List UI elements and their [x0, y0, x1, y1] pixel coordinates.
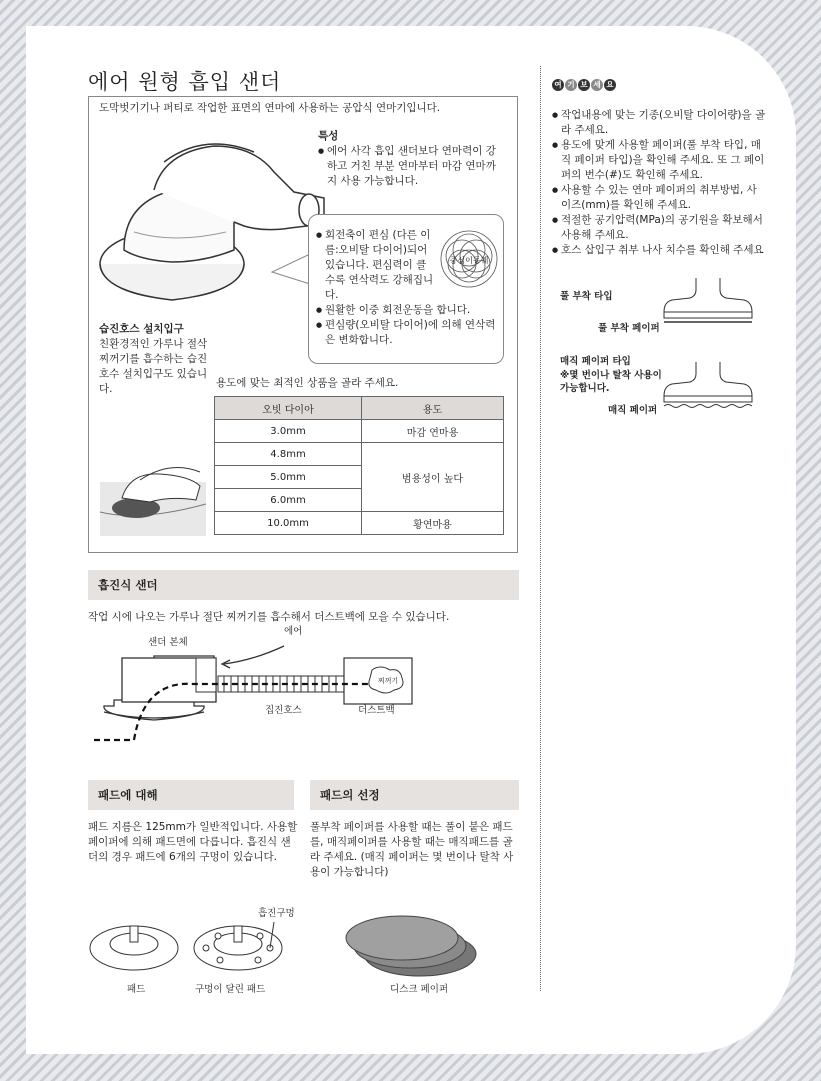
table-row	[215, 420, 504, 443]
cell-diameter: 4.8mm	[215, 443, 362, 466]
header-orbit: 오빗 다이아	[215, 397, 362, 420]
features-heading: 특성	[318, 130, 339, 142]
cell-use: 황연마용	[362, 512, 504, 535]
tip-item: ● 호스 삽입구 취부 나사 치수를 확인해 주세요	[552, 243, 766, 258]
magic-type-title: 매직 페이퍼 타입	[560, 356, 631, 367]
table-row	[215, 512, 504, 535]
label-air: 에어	[284, 626, 303, 637]
callout-item: ● 편심량(오비탈 다이어)에 의해 연삭력은 변화합니다.	[316, 318, 500, 348]
orbit-table	[214, 396, 504, 535]
cell-diameter: 10.0mm	[215, 512, 362, 535]
table-row	[215, 443, 504, 466]
tip-item: ● 적절한 공기압력(MPa)의 공기원을 확보해서 사용해 주세요.	[552, 213, 766, 243]
cell-use: 마감 연마용	[362, 420, 504, 443]
cell-use: 범용성이 높다	[362, 443, 504, 512]
suction-port	[99, 322, 209, 397]
disc-paper-illustration	[340, 912, 480, 978]
pads-illustration	[88, 914, 288, 980]
intro-text: 도막벗기기나 퍼티로 작업한 표면의 연마에 사용하는 공압식 연마기입니다.	[99, 102, 441, 114]
header-use: 용도	[362, 397, 504, 420]
page-title: 에어 원형 흡입 샌더	[88, 70, 282, 94]
pad-select-text: 풀부착 페이퍼를 사용할 때는 풀이 붙은 패드를, 매직페이퍼를 사용할 때는 매직패드를 골라 주세요. (매직 페이퍼는 몇 번이나 탈착 사용이 가능합니다)	[310, 821, 514, 878]
tip-item: ● 작업내용에 맞는 기종(오비탈 다이어량)을 골라 주세요.	[552, 108, 766, 138]
dust-diagram	[94, 640, 424, 746]
glue-pad-illustration	[660, 276, 756, 332]
cell-diameter: 5.0mm	[215, 466, 362, 489]
magic-pad-illustration	[660, 360, 756, 416]
orbit-diagram	[438, 228, 500, 290]
label-disc: 디스크 페이퍼	[390, 984, 449, 995]
label-debris: 찌꺼기	[377, 677, 399, 685]
pad-select-heading: 패드의 선정	[310, 780, 519, 810]
sander-illustration	[94, 132, 330, 322]
feature-item: ● 에어 사각 흡입 샌더보다 연마력이 강하고 거친 부분 연마부터 마감 연마까지 사용 가능합니다.	[318, 144, 503, 189]
pad-section-text: 패드 지름은 125mm가 일반적입니다. 사용할 페이퍼에 의해 패드면에 다릅니다. 흡진식 샌더의 경우 패드에 6개의 구멍이 있습니다.	[88, 821, 298, 863]
label-hose: 집진호스	[265, 705, 302, 716]
features	[318, 129, 503, 189]
magic-type-note: ※몇 번이나 탈착 사용이 가능합니다.	[560, 369, 662, 394]
tip-badge-char: 보	[578, 79, 590, 91]
tips-list	[552, 108, 766, 258]
label-pad-holes: 구멍이 달린 패드	[195, 984, 266, 995]
callout-pointer	[270, 250, 312, 290]
pad-section-heading: 패드에 대해	[88, 780, 294, 810]
callout-item: ● 회전축이 편심 (다른 이름:오비탈 다이어)되어 있습니다. 편심력이 클수록 연삭력도 강해집니다.	[316, 228, 500, 303]
label-suction-hole: 흡진구멍	[258, 908, 295, 919]
tip-badge-char: 세	[591, 79, 603, 91]
label-pad: 패드	[127, 984, 146, 995]
tips-badge	[552, 72, 617, 91]
callout-item: ● 원활한 이중 회전운동을 합니다.	[316, 303, 500, 318]
column-divider	[540, 66, 541, 991]
tip-badge-char: 여	[552, 79, 564, 91]
magic-paper-label: 매직 페이퍼	[608, 405, 658, 416]
glue-paper-label: 풀 부착 페이퍼	[598, 323, 660, 334]
dust-section-heading: 흡진식 샌더	[88, 570, 519, 600]
dust-section-text: 작업 시에 나오는 가루나 절단 찌꺼기를 흡수해서 더스트백에 모을 수 있습니다.	[88, 611, 450, 623]
suction-port-text: 친환경적인 가루나 절삭찌꺼기를 흡수하는 습진호수 설치입구도 있습니다.	[99, 338, 208, 395]
label-bag: 더스트백	[358, 705, 395, 716]
hand-sanding-illustration	[100, 452, 206, 536]
magic-type	[560, 355, 670, 396]
orbit-stamp: 중심이동궤	[449, 256, 489, 265]
glue-type-title: 풀 부착 타입	[560, 291, 613, 302]
cell-diameter: 6.0mm	[215, 489, 362, 512]
table-header-row	[215, 397, 504, 420]
cell-diameter: 3.0mm	[215, 420, 362, 443]
table-caption: 용도에 맞는 최적인 상품을 골라 주세요.	[216, 377, 399, 389]
tip-item: ● 사용할 수 있는 연마 페이퍼의 취부방법, 사이즈(mm)를 확인해 주세요.	[552, 183, 766, 213]
tip-item: ● 용도에 맞게 사용할 페이퍼(풀 부착 타입, 매직 페이퍼 타입)을 확인해 주세요. 또 그 페이퍼의 번수(#)도 확인해 주세요.	[552, 138, 766, 183]
label-body: 샌더 본체	[148, 637, 188, 648]
suction-port-heading: 습진호스 설치입구	[99, 323, 184, 335]
tip-badge-char: 요	[604, 79, 616, 91]
tip-badge-char: 기	[565, 79, 577, 91]
